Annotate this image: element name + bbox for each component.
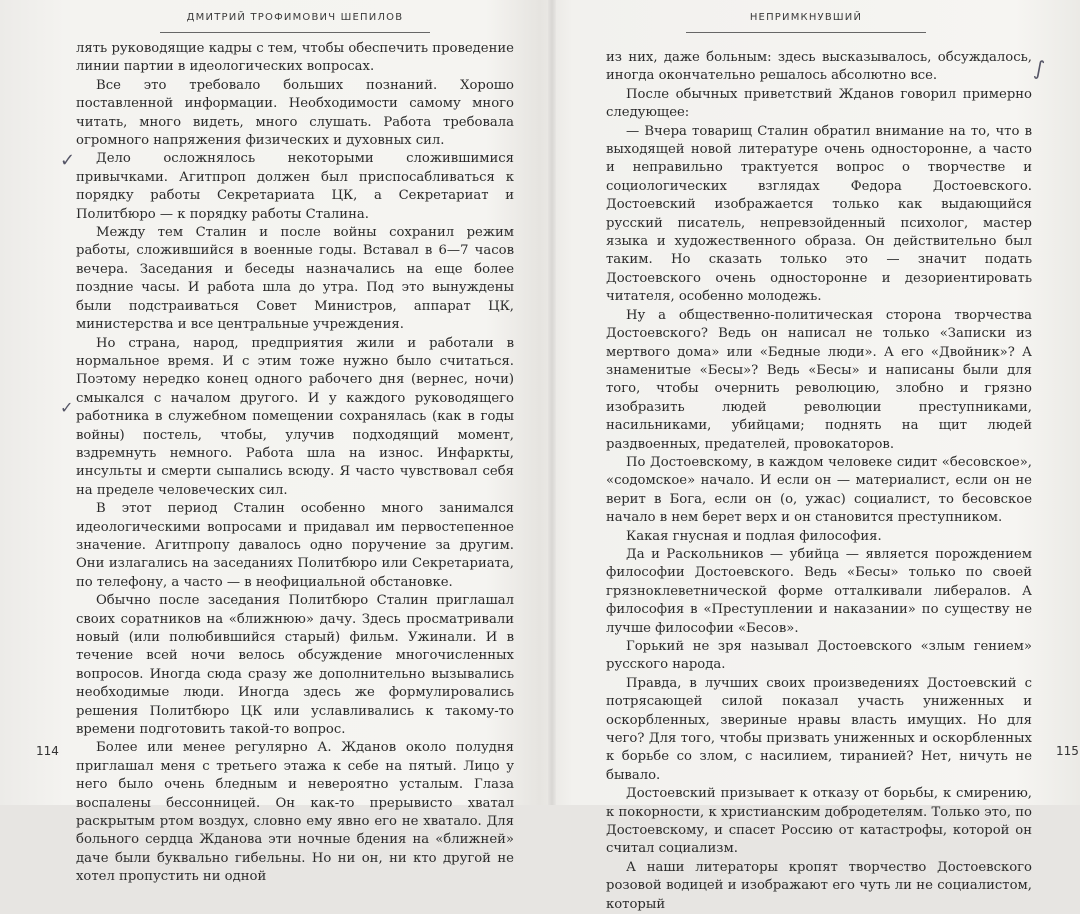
paragraph: По Достоевскому, в каждом человеке сидит «бесовское», «содомское» начало. И если он — материалист, если он не верит в Бога, если он (о, ужас) социалист, то бесовское начало в нем берет верх и он становится преступником. bbox=[606, 454, 1032, 526]
right-page bbox=[556, 0, 1080, 912]
header-rule-left bbox=[160, 32, 430, 33]
paragraph: Правда, в лучших своих произведениях Достоевский с потрясающей силой показал участь униженных и оскорбленных, звериные нравы власть имущих. Но для чего? Для того, чтобы призвать униженных и оскорбленных к борьбе со злом, с насилием, тиранией? Нет, ничуть не бывало. bbox=[606, 675, 1032, 783]
running-head-left: ДМИТРИЙ ТРОФИМОВИЧ ШЕПИЛОВ bbox=[186, 12, 404, 23]
header-rule-right bbox=[686, 32, 926, 33]
paragraph: Между тем Сталин и после войны сохранил режим работы, сложившийся в военные годы. Вставал в 6—7 часов вечера. Заседания и беседы назначались на еще более поздние часы. И работа шла до утра. Под это вынуждены были подстраиваться Совет Министров, аппарат ЦК, министерства и все центральные учреждения. bbox=[76, 225, 514, 333]
paragraph: Обычно после заседания Политбюро Сталин приглашал своих соратников на «ближнюю» дачу. Здесь просматривали новый (или полюбившийся старый) фильм. Ужинали. И в течение всей ночи велось обсуждение многочисленных вопросов. Иногда сюда сразу же дополнительно вызывались необходимые люди. Иногда здесь же формулировались решения Политбюро ЦК или уславливались к такому-то времени подготовить такой-то вопрос. bbox=[76, 593, 514, 738]
paragraph: Ну а общественно-политическая сторона творчества Достоевского? Ведь он написал не только «Записки из мертвого дома» или «Бедные люди». А его «Двойник»? А знаменитые «Бесы»? Ведь «Бесы» и написаны были для того, чтобы очернить революцию, злобно и грязно изобразить людей революции преступниками, насильниками, убийцами; поднять на щит людей раздвоенных, предателей, провокаторов. bbox=[606, 307, 1032, 452]
running-head-right: НЕПРИМКНУВШИЙ bbox=[749, 12, 863, 23]
pencil-bracket-icon: ∫ bbox=[1032, 55, 1047, 81]
paragraph: Какая гнусная и подлая философия. bbox=[626, 528, 882, 544]
paragraph: А наши литераторы кропят творчество Достоевского розовой водицей и изображают его чуть ли не социалистом, который bbox=[606, 859, 1032, 912]
page-number-left: 114 bbox=[36, 744, 59, 758]
right-page-body bbox=[606, 49, 1032, 914]
paragraph: В этот период Сталин особенно много занимался идеологическими вопросами и придавал им первостепенное значение. Агитпропу давалось одно поручение за другим. Они излагались на заседаниях Политбюро или Секретариата, по телефону, а часто — в неофициальной обстановке. bbox=[76, 501, 514, 590]
paragraph: Да и Раскольников — убийца — является порождением философии Достоевского. Ведь «Бесы» только по своей грязноклеветнической форме отталкивали либералов. А философия в «Преступлении и наказании» по существу не лучше философии «Бесов». bbox=[606, 546, 1032, 636]
paragraph: из них, даже больным: здесь высказывалось, обсуждалось, иногда окончательно решалось абсолютно все. bbox=[606, 50, 1032, 84]
paragraph: Все это требовало больших познаний. Хорошо поставленной информации. Необходимости самому много читать, много видеть, много слушать. Работа требовала огромного напряжения физических и духовных сил. bbox=[76, 77, 514, 149]
paragraph: Дело осложнялось некоторыми сложившимися привычками. Агитпроп должен был приспосабливаться к порядку работы Секретариата ЦК, а Секретариат и Политбюро — к порядку работы Сталина. bbox=[76, 151, 514, 222]
pencil-checkmark-icon: ✓ bbox=[60, 398, 74, 417]
left-page-body bbox=[76, 40, 514, 887]
paragraph: Более или менее регулярно А. Жданов около полудня приглашал меня с третьего этажа к себе на пятый. Лицо у него было очень бледным и невероятно усталым. Глаза воспалены бессонницей. Он как-то прерывисто хватал раскрытым ртом воздух, словно ему явно его не хватало. Для больного сердца Жданова эти ночные бдения на «ближней» даче были буквально гибельны. Но ни он, ни кто другой не хотел пропустить ни одной bbox=[76, 740, 514, 885]
paragraph: лять руководящие кадры с тем, чтобы обеспечить проведение линии партии в идеологических вопросах. bbox=[76, 41, 514, 75]
paragraph: Но страна, народ, предприятия жили и работали в нормальное время. И с этим тоже нужно было считаться. Поэтому нередко конец одного рабочего дня (вернес, ночи) смыкался с началом другого. И у каждого руководящего работника в служебном помещении сохранялась (как в годы войны) постель, чтобы, улучив подходящий момент, вздремнуть немного. Работа шла на износ. Инфаркты, инсульты и смерти сыпались всюду. Я часто чувствовал себя на пределе человеческих сил. bbox=[76, 335, 514, 498]
paragraph: После обычных приветствий Жданов говорил примерно следующее: bbox=[606, 86, 1032, 121]
gutter bbox=[548, 0, 556, 805]
paragraph: — Вчера товарищ Сталин обратил внимание на то, что в выходящей новой литературе очень односторонне, а часто и неправильно трактуется вопрос о творчестве и социологических взглядах Федора Достоевского. Достоевский изображается только как выдающийся русский писатель, непревзойденный психолог, мастер языка и художественного образа. Он действительно был таким. Но сказать только это — значит подать Достоевского очень односторонне и дезориентировать читателя, особенно молодежь. bbox=[606, 123, 1032, 305]
left-page bbox=[0, 0, 548, 885]
page-number-right: 115 bbox=[1056, 744, 1079, 758]
paragraph: Горький не зря называл Достоевского «злым гением» русского народа. bbox=[606, 639, 1032, 673]
paragraph: Достоевский призывает к отказу от борьбы, к смирению, к покорности, к христианским добродетелям. Только это, по Достоевскому, и спасет Россию от катастрофы, которой он считал социализм. bbox=[606, 786, 1032, 857]
pencil-checkmark-icon: ✓ bbox=[60, 150, 76, 171]
